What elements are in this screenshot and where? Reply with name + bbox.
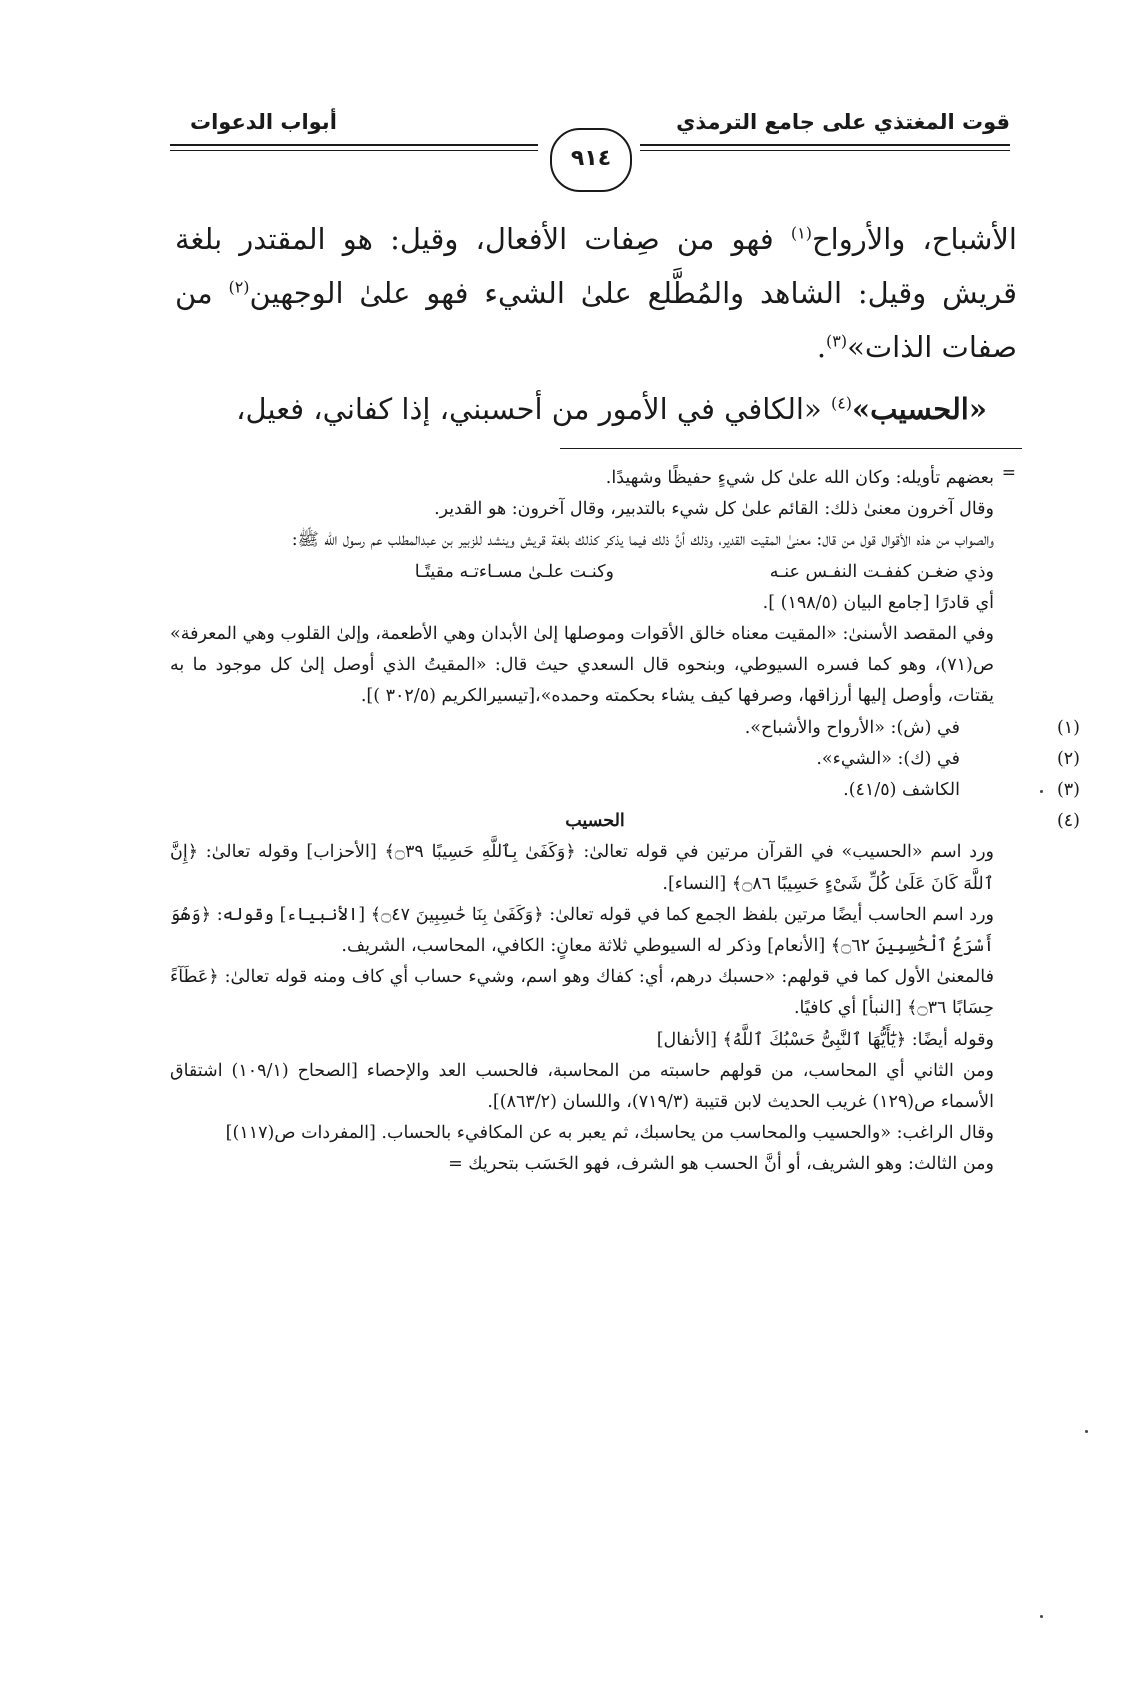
note-line: بعضهم تأويله: وكان الله علىٰ كل شيءٍ حفيظًا وشهيدًا. xyxy=(605,468,994,488)
verse-hemistich-1: وذي ضغـن كففـت النفـس عنـه xyxy=(769,561,994,582)
header-rule-left-bottom xyxy=(170,150,538,151)
footnote-1 xyxy=(170,713,1080,744)
page-header xyxy=(170,100,1010,200)
note-line: أي قادرًا [جامع البيان (١٩٨/٥) ]. xyxy=(762,592,994,613)
book-title: قوت المغتذي على جامع الترمذي xyxy=(676,110,1010,134)
footnote-text: الكاشف (٤١/٥). xyxy=(843,780,960,801)
main-text xyxy=(175,212,1017,436)
note-line: وقوله أيضًا: ﴿يَٰٓأَيُّهَا ٱلنَّبِىُّ حَسْبُكَ ٱللَّهُ﴾ [الأنفال] xyxy=(656,1029,994,1050)
footnote-4 xyxy=(170,806,1080,837)
page-number: ٩١٤ xyxy=(550,128,632,192)
note-paragraph: فالمعنىٰ الأول كما في قولهم: «حسبك درهم، أي: كفاك وهو اسم، وشيء حساب أي كاف ومنه قوله تعالىٰ: ﴿عَطَآءً حِسَابًا ۝٣٦﴾ [النبأ] أي كافيًا. xyxy=(170,967,994,1019)
note-paragraph: ومن الثاني أي المحاسب، من قولهم حاسبته من المحاسبة، فالحسب العد والإحصاء [الصحاح (١٠٩/١) اشتقاق الأسماء ص(١٢٩) غريب الحديث لابن قتيبة (٧١٩/٣)، واللسان (٨٦٣/٢)]. xyxy=(170,1060,994,1113)
term-hasib: «الحسيب» xyxy=(852,392,987,426)
chapter-title: أبواب الدعوات xyxy=(190,110,337,134)
scan-speck xyxy=(1040,1615,1043,1618)
note-line: وقال آخرون معنىٰ ذلك: القائم علىٰ كل شيء بالتدبير، وقال آخرون: هو القدير. xyxy=(434,499,994,520)
footnote-ref-2: (٢) xyxy=(228,277,250,297)
note-paragraph: ورد اسم «الحسيب» في القرآن مرتين في قوله تعالىٰ: ﴿وَكَفَىٰ بِٱللَّهِ حَسِيبًا ۝٣٩﴾ [الأحزاب] وقوله تعالىٰ: ﴿إِنَّ ٱللَّهَ كَانَ عَلَىٰ كُلِّ شَىْءٍ حَسِيبًا ۝٨٦﴾ [النساء]. xyxy=(170,842,994,894)
footnote-number: (٢) xyxy=(1056,748,1080,769)
note-paragraph: والصواب من هذه الأقوال قول من قال: معنىٰ المقيت القدير، وذلك أنَّ ذلك فيما يذكر كذلك بلغة قريش وينشد للزبير بن عبدالمطلب عم رسول الله ﷺ: xyxy=(291,530,994,551)
scan-speck xyxy=(1040,790,1043,793)
note-paragraph: وفي المقصد الأسنىٰ: «المقيت معناه خالق الأقوات وموصلها إلىٰ الأبدان وهي الأطعمة، وإلىٰ القلوب وهي المعرفة» ص(٧١)، وهو كما فسره السيوطي، وبنحوه قال السعدي حيث قال: «المقيتُ الذي أوصل إلىٰ كل موجود ما به يقتات، وأوصل إليها أرزاقها، وصرفها كيف يشاء بحكمته وحمده»،[تيسيرالكريم (٣٠٢/٥ )]. xyxy=(170,624,994,707)
note-paragraph: وقال الراغب: «والحسيب والمحاسب من يحاسبك، ثم يعبر به عن المكافيء بالحساب. [المفردات ص(١١٧)] xyxy=(225,1123,994,1144)
main-paragraph-2: «الحسيب»$^{(٤)}$ «الكافي في الأمور من أحسبني، إذا كفاني، فعيل، xyxy=(236,392,987,426)
continuation-mark: = xyxy=(1001,463,1016,483)
poem-verse xyxy=(170,557,1020,588)
footnote-3 xyxy=(170,775,1080,806)
footnote-2 xyxy=(170,744,1080,775)
verse-hemistich-2: وكنـت علـىٰ مسـاءتـه مقيتًـا xyxy=(414,561,614,582)
footnotes xyxy=(170,463,1080,1181)
footnote-ref-4: (٤) xyxy=(830,393,853,413)
note-line: ومن الثالث: وهو الشريف، أو أنَّ الحسب هو الشرف، فهو الحَسَب بتحريك = xyxy=(448,1154,994,1175)
footnote-separator xyxy=(560,448,1022,449)
main-paragraph-1: الأشباح، والأرواح$^{(١)}$ فهو من صِفات الأفعال، وقيل: هو المقتدر بلغة قريش وقيل: الشاهد والمُطَّلع علىٰ الشيء فهو علىٰ الوجهين$^{(٢)}$ من صفات الذات»$^{(٣)}$. xyxy=(175,222,1017,364)
header-rule-left-top xyxy=(170,144,538,146)
footnote-number: (٤) xyxy=(1056,811,1080,832)
footnote-number: (٣) xyxy=(1056,780,1080,801)
footnote-number: (١) xyxy=(1056,717,1080,738)
header-rule-right-top xyxy=(640,144,1010,146)
footnote-text: في (ك): «الشيء». xyxy=(816,748,960,769)
footnote-text: في (ش): «الأرواح والأشباح». xyxy=(744,717,960,738)
footnote-ref-1: (١) xyxy=(790,223,812,243)
header-rule-right-bottom xyxy=(640,150,1010,151)
footnote-ref-3: (٣) xyxy=(826,331,848,351)
footnote-title: الحسيب xyxy=(565,811,625,832)
scan-speck xyxy=(1085,1430,1088,1433)
note-paragraph: ورد اسم الحاسب أيضًا مرتين بلفظ الجمع كما في قوله تعالىٰ: ﴿وَكَفَىٰ بِنَا حَٰسِبِينَ ۝٤٧﴾ [الأنبياء] وقوله: ﴿وَهُوَ أَسْرَعُ ٱلْحَٰسِبِينَ ۝٦٢﴾ [الأنعام] وذكر له السيوطي ثلاثة معانٍ: الكافي، المحاسب، الشريف. xyxy=(170,904,994,957)
